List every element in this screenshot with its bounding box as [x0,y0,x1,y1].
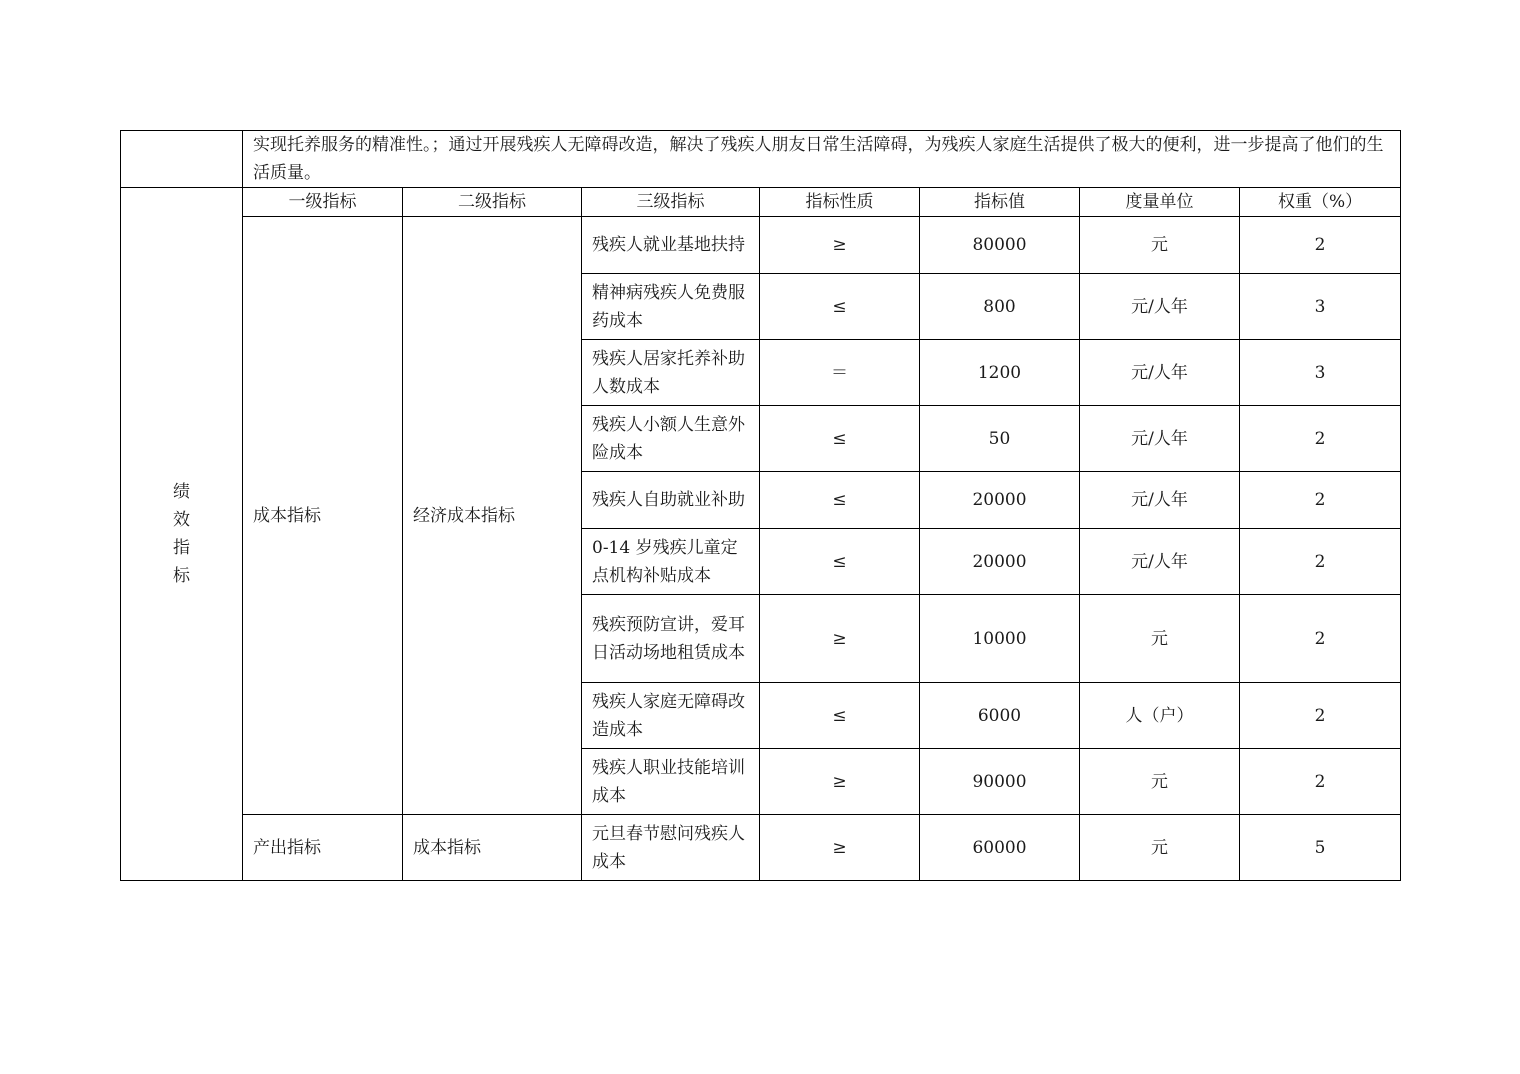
indicator-operator: ≤ [760,683,920,749]
indicator-operator: ≤ [760,472,920,529]
indicator-name: 元旦春节慰问残疾人成本 [582,815,760,881]
table-row [121,217,1401,274]
indicator-operator: ＝ [760,340,920,406]
indicator-value: 60000 [920,815,1080,881]
performance-indicator-table [120,130,1401,881]
indicator-operator: ≥ [760,749,920,815]
indicator-unit: 元/人年 [1080,340,1240,406]
indicator-value: 6000 [920,683,1080,749]
indicator-weight: 2 [1240,217,1401,274]
indicator-weight: 2 [1240,683,1401,749]
header-weight: 权重（%） [1240,188,1401,217]
indicator-value: 90000 [920,749,1080,815]
indicator-operator: ≤ [760,274,920,340]
indicator-weight: 2 [1240,472,1401,529]
indicator-unit: 元/人年 [1080,529,1240,595]
indicator-name: 残疾人自助就业补助 [582,472,760,529]
indicator-unit: 人（户） [1080,683,1240,749]
level1-output-indicator: 产出指标 [243,815,403,881]
header-row [121,188,1401,217]
indicator-weight: 3 [1240,340,1401,406]
indicator-weight: 2 [1240,529,1401,595]
indicator-name: 残疾人职业技能培训成本 [582,749,760,815]
intro-side-cell [121,131,243,188]
indicator-name: 0-14 岁残疾儿童定点机构补贴成本 [582,529,760,595]
indicator-name: 残疾人小额人生意外险成本 [582,406,760,472]
indicator-value: 10000 [920,595,1080,683]
indicator-unit: 元/人年 [1080,406,1240,472]
indicator-unit: 元/人年 [1080,274,1240,340]
indicator-name: 残疾人就业基地扶持 [582,217,760,274]
header-nature: 指标性质 [760,188,920,217]
indicator-name: 残疾人家庭无障碍改造成本 [582,683,760,749]
intro-text: 实现托养服务的精准性。；通过开展残疾人无障碍改造，解决了残疾人朋友日常生活障碍，为残疾人家庭生活提供了极大的便利，进一步提高了他们的生活质量。 [243,131,1401,188]
indicator-unit: 元 [1080,815,1240,881]
level2-economic-cost: 经济成本指标 [403,217,582,815]
indicator-operator: ≤ [760,529,920,595]
header-level1: 一级指标 [243,188,403,217]
indicator-unit: 元 [1080,595,1240,683]
indicator-operator: ≥ [760,815,920,881]
table-row [121,815,1401,881]
indicator-weight: 2 [1240,406,1401,472]
level2-cost-indicator: 成本指标 [403,815,582,881]
indicator-value: 800 [920,274,1080,340]
indicator-value: 50 [920,406,1080,472]
header-level3: 三级指标 [582,188,760,217]
indicator-value: 80000 [920,217,1080,274]
indicator-value: 1200 [920,340,1080,406]
indicator-operator: ≥ [760,217,920,274]
indicator-unit: 元 [1080,749,1240,815]
indicator-name: 残疾人居家托养补助人数成本 [582,340,760,406]
header-level2: 二级指标 [403,188,582,217]
intro-row [121,131,1401,188]
indicator-unit: 元 [1080,217,1240,274]
indicator-name: 精神病残疾人免费服药成本 [582,274,760,340]
indicator-value: 20000 [920,472,1080,529]
header-unit: 度量单位 [1080,188,1240,217]
indicator-operator: ≥ [760,595,920,683]
indicator-operator: ≤ [760,406,920,472]
performance-indicator-label: 绩 效 指 标 [121,188,243,881]
indicator-weight: 5 [1240,815,1401,881]
indicator-unit: 元/人年 [1080,472,1240,529]
indicator-weight: 2 [1240,749,1401,815]
level1-cost-indicator: 成本指标 [243,217,403,815]
indicator-name: 残疾预防宣讲，爱耳日活动场地租赁成本 [582,595,760,683]
indicator-weight: 2 [1240,595,1401,683]
indicator-weight: 3 [1240,274,1401,340]
indicator-value: 20000 [920,529,1080,595]
header-value: 指标值 [920,188,1080,217]
